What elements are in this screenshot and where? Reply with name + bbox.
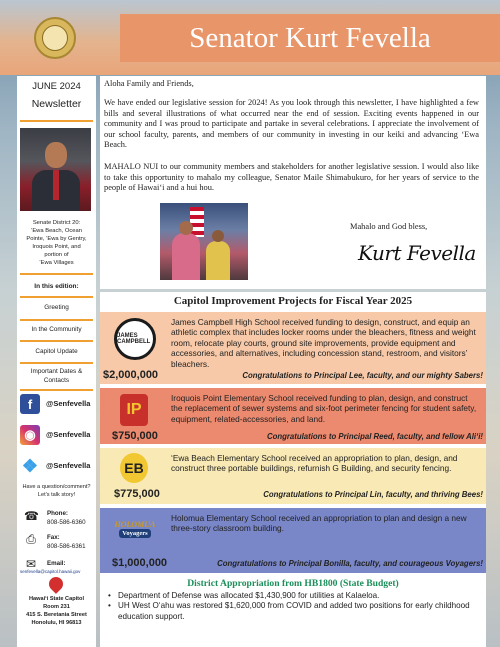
email-link[interactable]: senfevella@capitol.hawaii.gov	[20, 569, 81, 574]
greeting-letter	[100, 76, 486, 289]
bee-mascot-icon: EB	[120, 453, 148, 483]
page-title: Senator Kurt Fevella	[120, 14, 500, 62]
instagram-icon: ◉	[20, 425, 40, 445]
event-photo	[160, 203, 248, 280]
letter-greeting: Aloha Family and Friends,	[104, 79, 194, 88]
divider	[20, 340, 93, 342]
location-pin-icon	[46, 574, 66, 594]
letter-paragraph: We have ended our legislative session for 2024! As you look through this newsletter, I have highlighted a few bills and several illustrations of what occurred near the end of session. Exciting events happened in our community and I was proud to participate and partake in several celebrations. I appreciate the involvement of our school faculty, parents, and members of our community in investing in our keiki and advancing ‘Ewa Beach.	[104, 98, 479, 150]
district-appropriation-title: District Appropriation from HB1800 (State Budget)	[187, 578, 399, 589]
divider	[20, 319, 93, 321]
header	[0, 0, 500, 75]
senator-portrait	[20, 128, 91, 211]
project-congrats: Congratulations to Principal Bonilla, faculty, and courageous Voyagers!	[217, 559, 483, 568]
district-description: Senate District 20: ‘Ewa Beach, Ocean Pointe, ‘Ewa by Gentry, Iroquois Point, and portion of ‘Ewa Villages	[26, 220, 87, 266]
project-ewa-beach	[100, 448, 486, 504]
issue-name: Newsletter	[31, 98, 82, 110]
issue-date: JUNE 2024	[32, 81, 81, 92]
project-amount: $775,000	[114, 488, 160, 500]
letter-closing: Mahalo and God bless,	[350, 222, 428, 231]
twitter-icon: ❖	[21, 455, 39, 476]
phone-icon: ☎	[24, 509, 39, 523]
fax-label: Fax:	[47, 534, 60, 541]
letter-paragraph: MAHALO NUI to our community members and stakeholders for another legislative session. I would also like to take this opportunity to mahalo my colleague, Senator Maile Shimabukuro, for her years of service to the people of Hawai‘i and a hui hou.	[104, 162, 479, 193]
project-iroquois	[100, 388, 486, 444]
project-amount: $1,000,000	[112, 557, 168, 569]
project-campbell	[100, 312, 486, 384]
project-description: Holomua Elementary School received an appropriation to plan and design a new three-story classroom building.	[171, 513, 467, 534]
edition-title: In this edition:	[34, 283, 79, 290]
nav-item-greeting[interactable]: Greeting	[44, 304, 69, 311]
facebook-link[interactable]: f @Senfevella	[20, 394, 96, 416]
cip-title: Capitol Improvement Projects for Fiscal Year 2025	[173, 295, 413, 307]
sidebar	[17, 76, 96, 647]
list-item: • UH West O‘ahu was restored $1,620,000 from COVID and added two positions for early childhood education support.	[108, 601, 480, 622]
divider	[20, 120, 93, 122]
fax-icon: ⎙	[26, 532, 36, 546]
project-holomua	[100, 508, 486, 573]
project-congrats: Congratulations to Principal Lin, faculty, and thriving Bees!	[263, 490, 483, 499]
email-label: Email:	[47, 560, 66, 567]
nav-item-community[interactable]: In the Community	[31, 326, 82, 333]
divider	[20, 389, 93, 391]
project-congrats: Congratulations to Principal Reed, faculty, and fellow Ali‘i!	[266, 432, 483, 441]
divider	[20, 362, 93, 364]
iroquois-logo: IP	[120, 394, 148, 426]
project-description: ‘Ewa Beach Elementary School received an appropriation to plan, design, and construct three portable buildings, refurnish G Building, and security fencing.	[171, 453, 458, 474]
cip-section	[100, 292, 486, 647]
twitter-link[interactable]: ❖ @Senfevella	[21, 455, 91, 476]
ask-text: Have a question/comment? Let's talk story!	[22, 484, 91, 498]
holomua-logo: HOLOMUA Voyagers	[114, 520, 156, 537]
nav-item-capitol-update[interactable]: Capitol Update	[35, 348, 78, 355]
phone-number[interactable]: 808-586-6360	[47, 519, 86, 526]
divider	[20, 273, 93, 275]
nav-item-important-dates[interactable]: Important Dates & Contacts	[30, 368, 83, 384]
project-description: Iroquois Point Elementary School received funding to plan, design, and construct the replacement of sewer systems and six-foot perimeter fencing for student safety, equipment, related-accessories, and land.	[171, 393, 477, 424]
mail-icon: ✉	[25, 557, 37, 571]
project-amount: $2,000,000	[103, 369, 159, 381]
project-amount: $750,000	[112, 430, 158, 442]
district-appropriation-list	[108, 591, 480, 622]
signature: Kurt Fevella	[358, 241, 476, 265]
phone-label: Phone:	[47, 510, 68, 517]
project-description: James Campbell High School received funding to design, construct, and equip an athletic complex that includes locker rooms under the bleachers, fitness and weight room, relocate play courts, ground site improvements, provide equipment and accessories, and alternatives, including concession stand, restroom, and visitors’ bleachers.	[171, 317, 476, 369]
project-congrats: Congratulations to Principal Lee, faculty, and our mighty Sabers!	[242, 371, 483, 380]
address: Hawai‘i State Capitol Room 231 415 S. Beretania Street Honolulu, HI 96813	[26, 596, 87, 626]
state-seal-icon	[34, 17, 76, 59]
facebook-icon: f	[20, 394, 40, 414]
campbell-logo: JAMES CAMPBELL	[114, 318, 156, 360]
instagram-link[interactable]: ◉ @Senfevella	[20, 425, 96, 447]
fax-number: 808-586-6361	[47, 543, 86, 550]
divider	[20, 296, 93, 298]
list-item: • Department of Defense was allocated $1,430,900 for utilities at Kalaeloa.	[108, 591, 480, 601]
